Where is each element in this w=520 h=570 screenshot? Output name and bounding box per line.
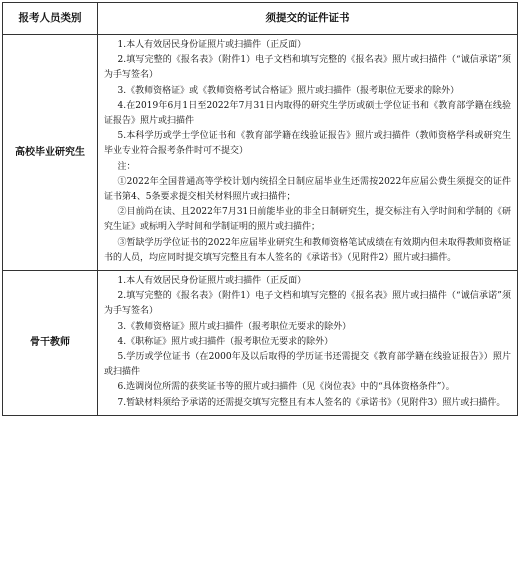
note-item: ②目前尚在读、且2022年7月31日前能毕业的非全日制研究生，提交标注有入学时间和学制的《研究生证》或标明入学时间和学制证明的照片或扫描件； [104,207,511,233]
list-item: 7.暂缺材料须给予承诺的还需提交填写完整且有本人签名的《承诺书》（见附件3）照片或扫描件。 [117,397,506,408]
category-backbone-teacher: 骨干教师 [3,271,98,416]
list-item: 5.本科学历或学士学位证书和《教育部学籍在线验证报告》照片或扫描件（教师资格学科或研究生毕业专业符合报考条件时可不提交） [104,131,511,157]
list-item: 5.学历或学位证书（在2000年及以后取得的学历证书还需提交《教育部学籍在线验证报告》）照片或扫描件 [104,352,511,378]
list-item: 3.《教师资格证》或《教师资格考试合格证》照片或扫描件（报考职位无要求的除外） [117,85,460,96]
list-item: 6.选调岗位所需的获奖证书等的照片或扫描件（见《岗位表》中的“具体资格条件”）。 [117,382,455,393]
note-item: ①2022年全国普通高等学校计划内统招全日制应届毕业生还需按2022年应届公费生须提交的证件证书第4、5条要求提交相关材料照片或扫描件； [104,176,511,203]
header-documents: 须提交的证件证书 [98,3,518,35]
documents-graduate [98,35,518,271]
list-item: 4.《职称证》照片或扫描件（报考职位无要求的除外） [117,336,334,347]
list-item: 2.填写完整的《报名表》（附件1）电子文档和填写完整的《报名表》照片或扫描件（“诚信承诺”须为手写签名） [104,291,511,317]
list-item: 1.本人有效居民身份证照片或扫描件（正反面） [117,276,307,287]
note-item: ③暂缺学历学位证书的2022年应届毕业研究生和教师资格笔试成绩在有效期内但未取得教师资格证书的人员，均应同时提交填写完整且有本人签名的《承诺书》（见附件2）照片或扫描件。 [104,237,511,263]
table-row [3,271,518,416]
list-item: 1.本人有效居民身份证照片或扫描件（正反面） [117,40,307,50]
requirements-table [2,2,518,416]
header-row [3,3,518,35]
note-label: 注： [117,161,136,172]
table-row [3,35,518,271]
list-item: 2.填写完整的《报名表》（附件1）电子文档和填写完整的《报名表》照片或扫描件（“诚信承诺”须为手写签名） [104,55,511,81]
list-item: 4.在2019年6月1日至2022年7月31日内取得的研究生学历或硕士学位证书和《教育部学籍在线验证报告》照片或扫描件 [104,100,511,127]
header-category: 报考人员类别 [3,3,98,35]
documents-backbone-teacher [98,271,518,416]
list-item: 3.《教师资格证》照片或扫描件（报考职位无要求的除外） [117,321,352,332]
category-graduate: 高校毕业研究生 [3,35,98,271]
